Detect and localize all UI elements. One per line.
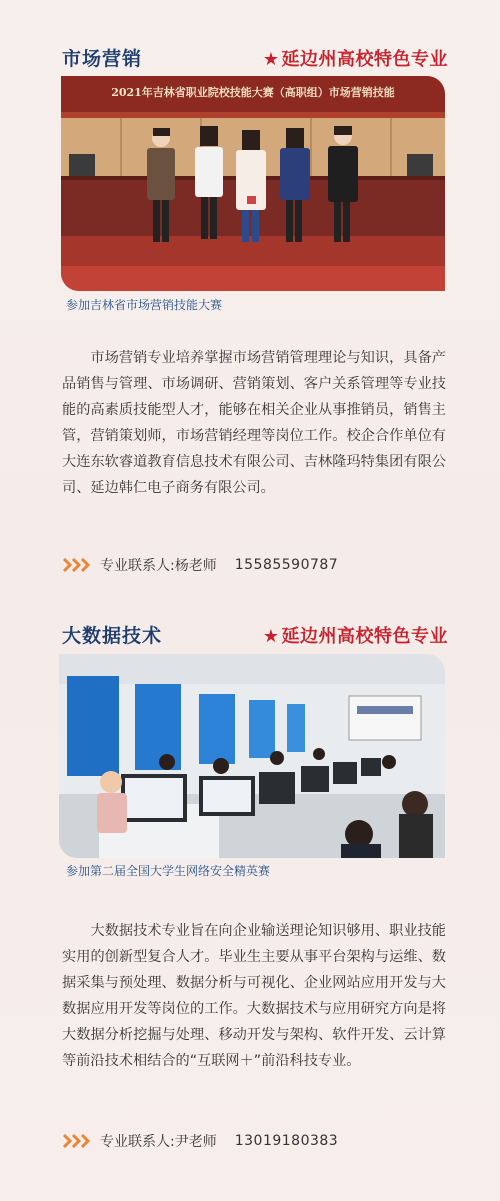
major-title: 大数据技术 [62, 625, 163, 647]
contact-row [62, 1131, 338, 1151]
section-heading-marketing [0, 44, 500, 72]
feature-badge: ★ 延边州高校特色专业 [262, 626, 448, 647]
contact-phone: 15585590787 [234, 557, 339, 573]
photo-caption: 参加吉林省市场营销技能大赛 [66, 298, 223, 312]
triple-chevron-icon [62, 558, 92, 572]
photo-competition [61, 76, 445, 291]
contact-phone: 13019180383 [234, 1133, 339, 1149]
major-description: 大数据技术专业旨在向企业输送理论知识够用、职业技能实用的创新型复合人才。毕业生主要从事平台架构与运维、数据采集与预处理、数据分析与可视化、企业网站应用开发与大数据应用开发等岗位的工作。大数据技术与应用研究方向是将大数据分析挖掘与处理、移动开发与架构、软件开发、云计算等前沿技术相结合的“互联网＋”前沿科技专业。 [62, 923, 446, 1069]
competition-photo-illustration [61, 76, 445, 291]
contact-label: 专业联系人:杨老师 [100, 558, 217, 574]
feature-badge: ★ 延边州高校特色专业 [262, 49, 448, 70]
contact-label: 专业联系人:尹老师 [100, 1134, 217, 1150]
section-heading-bigdata [0, 621, 500, 649]
photo-classroom [59, 654, 445, 858]
star-icon: ★ [262, 49, 280, 70]
star-icon: ★ [262, 626, 280, 647]
major-description: 市场营销专业培养掌握市场营销管理理论与知识，具备产品销售与管理、市场调研、营销策划、客户关系管理等专业技能的高素质技能型人才，能够在相关企业从事推销员，销售主管，营销策划师，市场营销经理等岗位工作。校企合作单位有大连东软睿道教育信息技术有限公司、吉林隆玛特集团有限公司、延边韩仁电子商务有限公司。 [62, 350, 446, 496]
photo-caption: 参加第二届全国大学生网络安全精英赛 [66, 864, 271, 878]
contact-row [62, 555, 338, 575]
classroom-photo-illustration [59, 654, 445, 858]
banner-text: 2021年吉林省职业院校技能大赛（高职组）市场营销技能 [111, 86, 395, 99]
major-title: 市场营销 [62, 48, 143, 70]
triple-chevron-icon [62, 1134, 92, 1148]
